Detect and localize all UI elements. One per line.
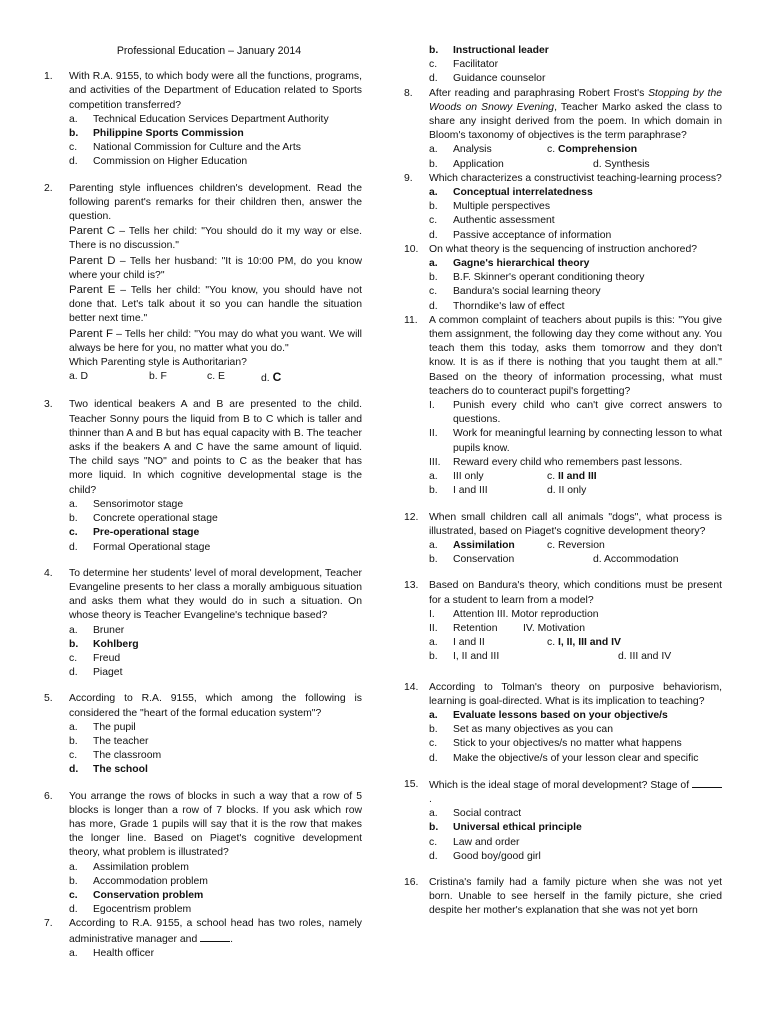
option-b: b. I and III	[429, 485, 488, 497]
option-c: c. Authentic assessment	[429, 215, 555, 227]
question-6	[44, 790, 362, 918]
options-row-2	[429, 158, 722, 172]
option-c: c. Facilitator	[429, 59, 499, 71]
option-c: c. Law and order	[429, 836, 520, 848]
option-d: d. Good boy/good girl	[429, 850, 541, 862]
question-number: 3.	[44, 399, 53, 411]
question-stem: A common complaint of teachers about pupils is this: "You give them assignment, the following day they come without any. You teach them this today, asks them tomorrow and they don't know. It is as if there is nothing that you taught them at all." Based on the theory of information processing, what must teachers do to counteract pupil's forgetting?	[429, 314, 722, 397]
option-b-answer: b. Instructional leader	[429, 45, 549, 56]
question-stem: Two identical beakers A and B are presented to the child. Teacher Sonny pours the liquid from B to C which is taller and thinner than A and B but has equal capacity with B. The teacher asks if the beakers A and C have the same amount of liquid. The child says "NO" and points to C as the beaker that has more liquid. In which cognitive developmental stage is the child?	[69, 399, 362, 496]
option-a-answer: a. Assimilation	[429, 539, 515, 551]
option-b-answer: b. Universal ethical principle	[429, 822, 582, 834]
option-d-answer: d. The school	[69, 764, 148, 776]
option-c-answer: c. II and III	[547, 471, 597, 483]
option-d: d. Piaget	[69, 667, 123, 679]
question-number: 10.	[404, 243, 419, 255]
page-title: Professional Education – January 2014	[116, 45, 302, 57]
option-b: b. Concrete operational stage	[69, 513, 218, 525]
question-ask: Which Parenting style is Authoritarian?	[69, 357, 247, 369]
question-stem: After reading and paraphrasing Robert Frost's Stopping by the Woods on Snowy Evening, Teacher Marko asked the class to share any insight derived from the poem. In which domain in Bloom's taxonomy of objectives is the term paraphrase?	[429, 87, 722, 142]
option-d: d. Make the objective/s of your lesson clear and specific	[429, 752, 699, 764]
option-a: a. Health officer	[69, 947, 155, 959]
options-row	[69, 370, 362, 386]
question-number: 14.	[404, 681, 419, 693]
right-column	[404, 44, 722, 931]
option-c: c. The classroom	[69, 750, 162, 762]
option-b: b. Accommodation problem	[69, 875, 208, 887]
option-a: a. III only	[429, 471, 484, 483]
condition-i-iii: I. Attention III. Motor reproduction	[429, 608, 599, 620]
option-c-answer: c. Conservation problem	[69, 889, 204, 901]
option-d: d. Formal Operational stage	[69, 541, 211, 553]
option-a-answer: a. Gagne's hierarchical theory	[429, 258, 590, 270]
option-c: c. Stick to your objectives/s no matter what happens	[429, 738, 682, 750]
option-d: d. Commission on Higher Education	[69, 156, 248, 168]
question-stem: Parenting style influences children's development. Read the following parent's remarks for their children then, answer the question.	[69, 182, 362, 223]
option-d-answer: d. C	[261, 370, 282, 385]
option-a: a. Bruner	[69, 624, 125, 636]
parent-e-remark: Parent E – Tells her child: "You know, you should have not done that. Let's talk about it so you can handle the situation better next time."	[69, 284, 362, 325]
option-a: a. The pupil	[69, 721, 136, 733]
option-c: c. Reversion	[547, 539, 605, 551]
question-number: 4.	[44, 567, 53, 579]
option-d: d. Thorndike's law of effect	[429, 300, 565, 312]
question-3	[44, 398, 362, 554]
statement-ii: II. Work for meaningful learning by connecting lesson to what pupils know.	[429, 428, 722, 454]
question-stem: To determine her students' level of moral development, Teacher Evangeline presents to her class a morally ambiguous situation and asks them what they would do in such a situation. On whose theory is Teacher Evangeline's technique based?	[69, 567, 362, 622]
option-b: b. I, II and III	[429, 651, 500, 663]
parent-f-remark: Parent F – Tells her child: "You may do what you want. We will always be here for you, no matter what you do."	[69, 327, 362, 354]
question-stem: According to R.A. 9155, a school head has two roles, namely administrative manager and .	[69, 918, 362, 945]
question-7-continued	[404, 44, 722, 87]
option-a: a. Social contract	[429, 808, 522, 820]
left-column	[44, 44, 362, 973]
option-a-answer: a. Conceptual interrelatedness	[429, 187, 593, 199]
question-1	[44, 70, 362, 169]
option-b: b. The teacher	[69, 735, 149, 747]
question-stem: When small children call all animals "dogs", what process is illustrated, based on Piaget's cognitive development theory?	[429, 511, 722, 537]
options-row-1	[429, 539, 722, 553]
option-c-answer: c. I, II, III and IV	[547, 637, 621, 649]
question-8	[404, 87, 722, 172]
option-a-answer: a. Evaluate lessons based on your objective/s	[429, 709, 668, 721]
question-12	[404, 511, 722, 568]
statement-i: I. Punish every child who can't give correct answers to questions.	[429, 400, 722, 426]
question-number: 1.	[44, 71, 53, 83]
question-stem: On what theory is the sequencing of instruction anchored?	[429, 243, 698, 255]
options-row-1	[429, 143, 722, 157]
question-stem: With R.A. 9155, to which body were all the functions, programs, and activities of the Department of Education related to Sports competition transferred?	[69, 71, 362, 111]
question-14	[404, 681, 722, 766]
question-number: 9.	[404, 172, 413, 184]
parent-c-remark: Parent C – Tells her child: "You should do it my way or else. There is no discussion."	[69, 225, 362, 252]
question-9	[404, 172, 722, 243]
question-stem: According to Tolman's theory on purposive behaviorism, learning is goal-directed. What is its implication to teaching?	[429, 681, 722, 707]
option-a: a. Sensorimotor stage	[69, 498, 184, 510]
option-b: b. Multiple perspectives	[429, 201, 551, 213]
option-a: a. Assimilation problem	[69, 861, 189, 873]
option-d: d. III and IV	[618, 651, 672, 663]
option-d: d. II only	[547, 485, 587, 497]
question-10	[404, 243, 722, 314]
question-number: 11.	[404, 314, 418, 326]
option-d: d. Guidance counselor	[429, 73, 546, 85]
question-number: 16.	[404, 876, 419, 888]
option-b: b. B.F. Skinner's operant conditioning theory	[429, 272, 645, 284]
question-number: 6.	[44, 790, 53, 802]
option-d: d. Passive acceptance of information	[429, 229, 612, 241]
question-number: 2.	[44, 182, 53, 194]
question-13	[404, 579, 722, 664]
question-number: 12.	[404, 511, 419, 523]
option-b-answer: b. Kohlberg	[69, 638, 139, 650]
option-b: b. Set as many objectives as you can	[429, 724, 613, 736]
question-number: 15.	[404, 778, 419, 790]
question-number: 8.	[404, 87, 413, 99]
option-c: c. Freud	[69, 652, 121, 664]
option-c-answer: c. Pre-operational stage	[69, 527, 200, 539]
option-c: c. Bandura's social learning theory	[429, 286, 601, 298]
options-row-1	[429, 470, 722, 484]
question-15	[404, 778, 722, 864]
question-stem: You arrange the rows of blocks in such a way that a row of 5 blocks is longer than a row of 7 blocks. If you ask which row has more, Grade 1 pupils will say that it is the row that makes the longer line. Based on Piaget's cognitive development theory, what problem is illustrated?	[69, 790, 362, 859]
option-a: a. I and II	[429, 637, 485, 649]
condition-ii-iv: II. Retention IV. Motivation	[429, 622, 585, 634]
question-stem: Which characterizes a constructivist teaching-learning process?	[429, 172, 722, 184]
option-a: a. D	[69, 371, 89, 383]
option-d: d. Accommodation	[593, 554, 679, 566]
question-stem: According to R.A. 9155, which among the following is considered the "heart of the formal education system"?	[69, 693, 362, 719]
option-c: c. National Commission for Culture and the Arts	[69, 142, 301, 154]
option-b: b. F	[149, 371, 167, 383]
question-16	[404, 876, 722, 919]
question-11	[404, 314, 722, 499]
option-b: b. Application	[429, 158, 504, 170]
option-d: d. Synthesis	[593, 158, 650, 170]
question-number: 5.	[44, 693, 53, 705]
question-stem: Which is the ideal stage of moral development? Stage of .	[429, 778, 722, 807]
option-c-answer: c. Comprehension	[547, 144, 638, 156]
option-b: b. Conservation	[429, 554, 515, 566]
fill-in-blank	[692, 778, 722, 788]
question-4	[44, 567, 362, 681]
question-7	[44, 917, 362, 961]
option-a: a. Technical Education Services Department Authority	[69, 113, 329, 125]
question-2	[44, 182, 362, 387]
question-number: 13.	[404, 580, 419, 592]
question-stem: Cristina's family had a family picture when she was not yet born. Unable to see herself in the family picture, she cried despite her mother's explanation that she was not yet born	[429, 876, 722, 917]
options-row-2	[429, 553, 722, 567]
option-a: a. Analysis	[429, 144, 492, 156]
fill-in-blank	[200, 932, 230, 942]
option-d: d. Egocentrism problem	[69, 904, 192, 916]
question-5	[44, 692, 362, 777]
option-b-answer: b. Philippine Sports Commission	[69, 128, 244, 140]
question-stem: Based on Bandura's theory, which conditions must be present for a student to learn from a model?	[429, 580, 722, 606]
statement-iii: III. Reward every child who remembers past lessons.	[429, 456, 683, 468]
option-c: c. E	[207, 371, 225, 383]
options-row-2	[429, 650, 722, 664]
options-row-1	[429, 636, 722, 650]
options-row-2	[429, 484, 722, 498]
question-number: 7.	[44, 918, 53, 930]
parent-d-remark: Parent D – Tells her husband: "It is 10:00 PM, do you know where your child is?"	[69, 254, 362, 281]
